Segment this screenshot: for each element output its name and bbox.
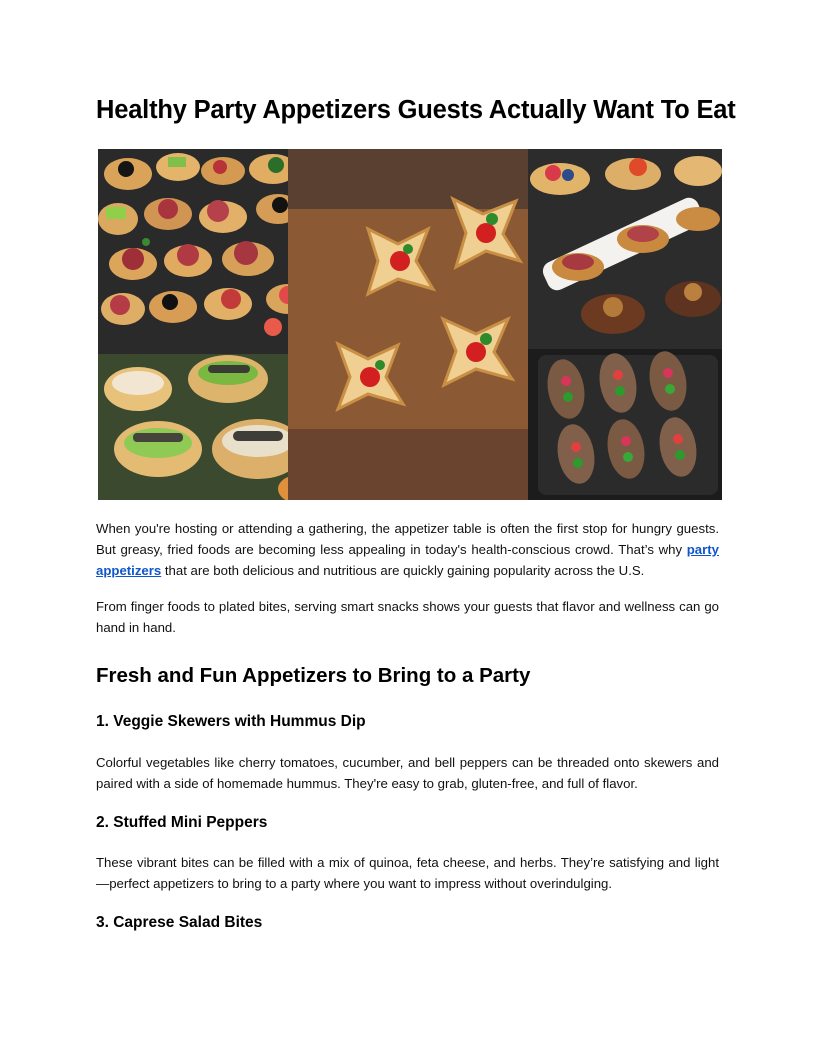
intro-text-before-link: When you're hosting or attending a gathering, the appetizer table is often the first stop for hungry guests. But greasy, fried foods are becoming less appealing in today's health-conscious crowd. That’s why bbox=[96, 521, 719, 557]
item-body-1: Colorful vegetables like cherry tomatoes, cucumber, and bell peppers can be threaded onto skewers and paired with a side of homemade hummus. They're easy to grab, gluten-free, and full of flavor. bbox=[96, 755, 719, 791]
second-paragraph: From finger foods to plated bites, serving smart snacks shows your guests that flavor and wellness can go hand in hand. bbox=[96, 599, 719, 635]
item-heading-3: 3. Caprese Salad Bites bbox=[96, 914, 263, 931]
item-body-2: These vibrant bites can be filled with a mix of quinoa, feta cheese, and herbs. They’re satisfying and light—perfect appetizers to bring to a party where you want to impress without overindulging. bbox=[96, 855, 719, 891]
item-heading-1: 1. Veggie Skewers with Hummus Dip bbox=[96, 713, 366, 730]
item-heading-2: 2. Stuffed Mini Peppers bbox=[96, 814, 268, 831]
section-heading: Fresh and Fun Appetizers to Bring to a Party bbox=[96, 664, 531, 687]
intro-paragraph bbox=[96, 518, 719, 581]
article-title: Healthy Party Appetizers Guests Actually Want To Eat bbox=[96, 96, 736, 124]
intro-text-after-link: that are both delicious and nutritious are quickly gaining popularity across the U.S. bbox=[161, 563, 645, 578]
party-appetizers-link[interactable]: party appetizers bbox=[96, 542, 719, 578]
appetizer-collage-image bbox=[98, 149, 722, 500]
